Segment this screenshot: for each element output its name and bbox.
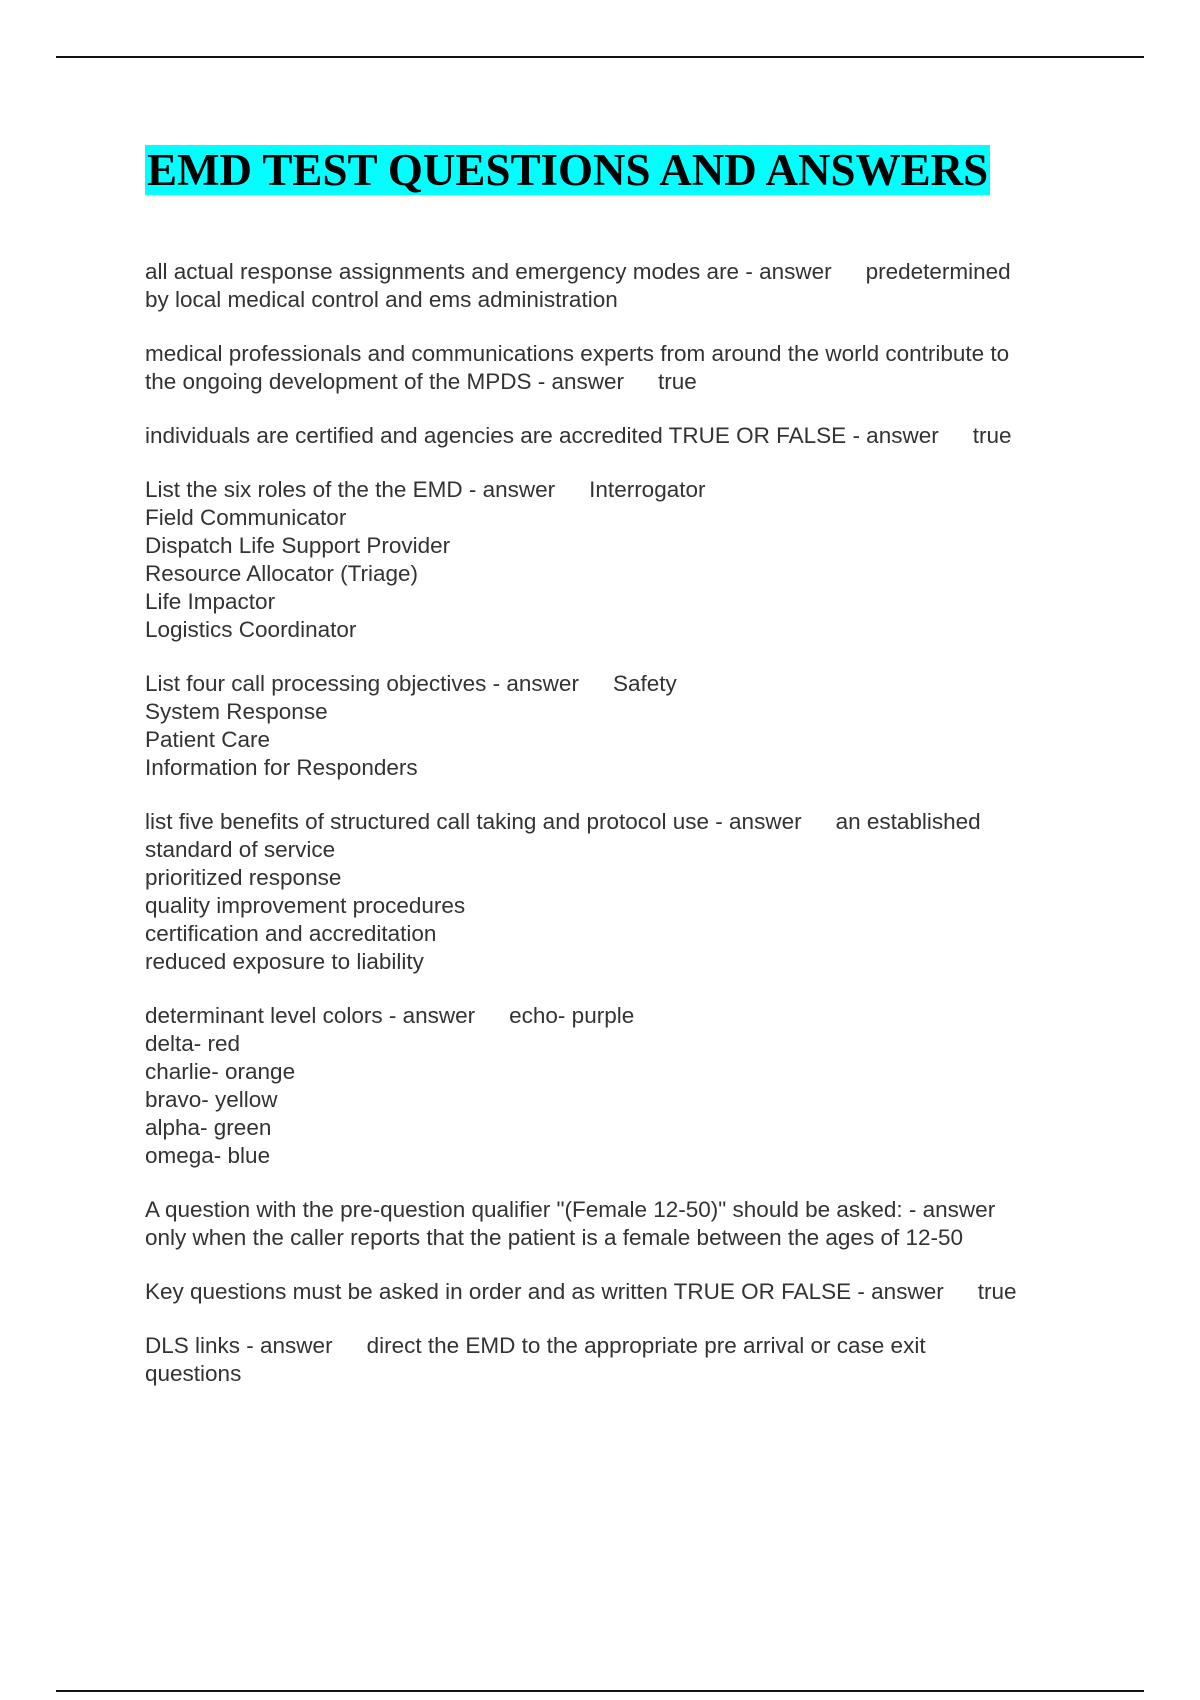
answer-text: Life Impactor	[145, 589, 276, 614]
qa-item	[145, 1332, 1090, 1388]
question-text: determinant level colors - answer	[145, 1003, 476, 1028]
answer-text: charlie- orange	[145, 1059, 296, 1084]
question-text: all actual response assignments and emergency modes are - answer	[145, 259, 832, 284]
answer-text: true	[972, 423, 1012, 448]
answer-text: System Response	[145, 699, 328, 724]
qa-line	[145, 422, 1090, 450]
answer-text: certification and accreditation	[145, 921, 437, 946]
question-text: Key questions must be asked in order and as written TRUE OR FALSE - answer	[145, 1279, 944, 1304]
qa-line	[145, 1278, 1090, 1306]
answer-text: quality improvement procedures	[145, 893, 466, 918]
question-text: individuals are certified and agencies are accredited TRUE OR FALSE - answer	[145, 423, 939, 448]
answer-text: omega- blue	[145, 1143, 271, 1168]
answer-text: Dispatch Life Support Provider	[145, 533, 451, 558]
qa-line	[145, 476, 1090, 504]
answer-text: bravo- yellow	[145, 1087, 278, 1112]
qa-item	[145, 1278, 1090, 1306]
answer-text: standard of service	[145, 837, 336, 862]
qa-item	[145, 670, 1090, 782]
document-title	[145, 142, 1090, 198]
bottom-rule	[56, 1690, 1144, 1692]
question-text: medical professionals and communications experts from around the world contribute to	[145, 341, 1010, 366]
answer-text: Resource Allocator (Triage)	[145, 561, 419, 586]
qa-line	[145, 368, 1090, 396]
document-body	[145, 142, 1090, 1414]
answer-text: Safety	[612, 671, 677, 696]
question-text: List the six roles of the the EMD - answer	[145, 477, 556, 502]
answer-text: only when the caller reports that the patient is a female between the ages of 12-50	[145, 1225, 964, 1250]
answer-text: by local medical control and ems administration	[145, 287, 618, 312]
answer-text: an established	[835, 809, 981, 834]
answer-text: Information for Responders	[145, 755, 418, 780]
answer-text: Logistics Coordinator	[145, 617, 357, 642]
question-text: list five benefits of structured call taking and protocol use - answer	[145, 809, 802, 834]
qa-line	[145, 808, 1090, 836]
question-text: A question with the pre-question qualifier "(Female 12-50)" should be asked: - answer	[145, 1197, 996, 1222]
qa-line	[145, 670, 1090, 698]
qa-item	[145, 340, 1090, 396]
answer-text: predetermined	[865, 259, 1011, 284]
answer-text: echo- purple	[509, 1003, 635, 1028]
answer-text: true	[977, 1279, 1017, 1304]
qa-item	[145, 1002, 1090, 1170]
answer-text: delta- red	[145, 1031, 241, 1056]
answer-text: reduced exposure to liability	[145, 949, 424, 974]
question-text: DLS links - answer	[145, 1333, 333, 1358]
qa-item	[145, 808, 1090, 976]
answer-text: direct the EMD to the appropriate pre arrival or case exit	[366, 1333, 926, 1358]
qa-item	[145, 258, 1090, 314]
answer-text: true	[658, 369, 697, 394]
answer-text: Interrogator	[589, 477, 706, 502]
qa-item	[145, 476, 1090, 644]
title-highlight: EMD TEST QUESTIONS AND ANSWERS	[147, 145, 989, 195]
answer-text: questions	[145, 1361, 242, 1386]
question-text: the ongoing development of the MPDS - answer	[145, 369, 625, 394]
answer-text: Patient Care	[145, 727, 271, 752]
qa-item	[145, 422, 1090, 450]
answer-text: Field Communicator	[145, 505, 347, 530]
qa-line	[145, 1002, 1090, 1030]
qa-line	[145, 258, 1090, 286]
top-rule	[56, 56, 1144, 58]
qa-item	[145, 1196, 1090, 1252]
answer-text: prioritized response	[145, 865, 342, 890]
question-text: List four call processing objectives - answer	[145, 671, 579, 696]
qa-line	[145, 1332, 1090, 1360]
answer-text: alpha- green	[145, 1115, 272, 1140]
